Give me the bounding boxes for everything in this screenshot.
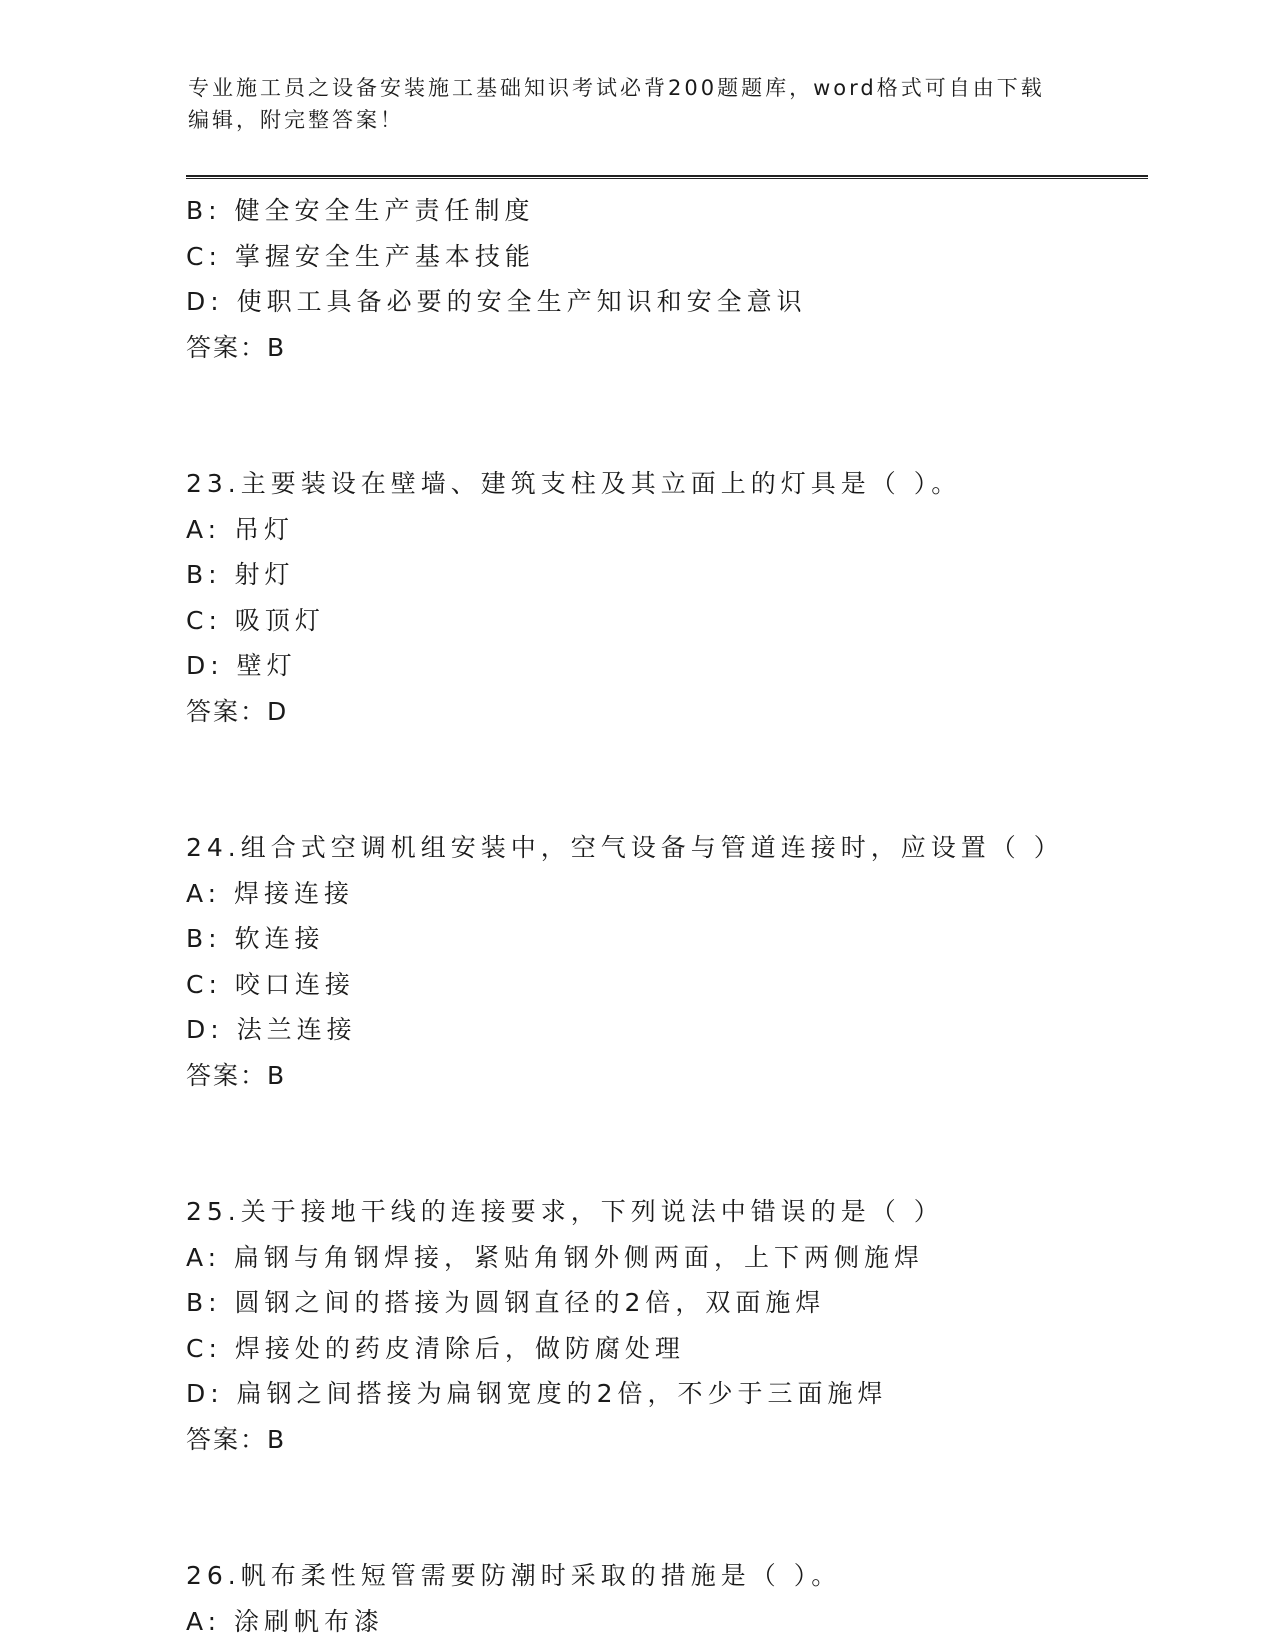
q26-option-a: A: 涂刷帆布漆: [186, 1606, 385, 1636]
document-header: [188, 72, 1088, 136]
q24-answer: 答案：B: [186, 1060, 287, 1090]
q24-option-d: D: 法兰连接: [186, 1015, 357, 1044]
q22-option-b: B: 健全安全生产责任制度: [186, 196, 535, 225]
q22-option-d: D: 使职工具备必要的安全生产知识和安全意识: [186, 287, 807, 316]
q22-answer: 答案：B: [186, 332, 287, 362]
q25-option-d: D: 扁钢之间搭接为扁钢宽度的2倍，不少于三面施焊: [186, 1379, 888, 1408]
spacer: [186, 1462, 1146, 1553]
q25-option-b: B: 圆钢之间的搭接为圆钢直径的2倍，双面施焊: [186, 1288, 826, 1317]
header-divider: [186, 175, 1148, 179]
q23-option-a: A: 吊灯: [186, 514, 295, 544]
q23-question: 23.主要装设在壁墙、建筑支柱及其立面上的灯具是（ ）。: [186, 469, 962, 498]
header-title-line-1: 专业施工员之设备安装施工基础知识考试必背200题题库，word格式可自由下载: [188, 76, 1045, 100]
q23-option-b: B: 射灯: [186, 560, 295, 589]
spacer: [186, 370, 1146, 461]
q25-option-a: A: 扁钢与角钢焊接，紧贴角钢外侧两面，上下两侧施焊: [186, 1242, 925, 1272]
q23-option-c: C: 吸顶灯: [186, 605, 325, 635]
q22-option-c: C: 掌握安全生产基本技能: [186, 241, 535, 271]
spacer: [186, 734, 1146, 825]
q25-option-c: C: 焊接处的药皮清除后，做防腐处理: [186, 1333, 685, 1363]
q26-question: 26.帆布柔性短管需要防潮时采取的措施是（ ）。: [186, 1561, 842, 1590]
q25-question: 25.关于接地干线的连接要求，下列说法中错误的是（ ）: [186, 1197, 944, 1226]
q24-option-c: C: 咬口连接: [186, 969, 355, 999]
spacer: [186, 1098, 1146, 1189]
q23-answer: 答案：D: [186, 696, 289, 726]
q24-option-b: B: 软连接: [186, 924, 325, 953]
q24-question: 24.组合式空调机组安装中，空气设备与管道连接时，应设置（ ）: [186, 833, 1064, 862]
header-title-line-2: 编辑，附完整答案！: [188, 108, 404, 132]
q25-answer: 答案：B: [186, 1424, 287, 1454]
question-list: [186, 188, 1146, 1644]
q24-option-a: A: 焊接连接: [186, 878, 355, 908]
q23-option-d: D: 壁灯: [186, 651, 297, 680]
